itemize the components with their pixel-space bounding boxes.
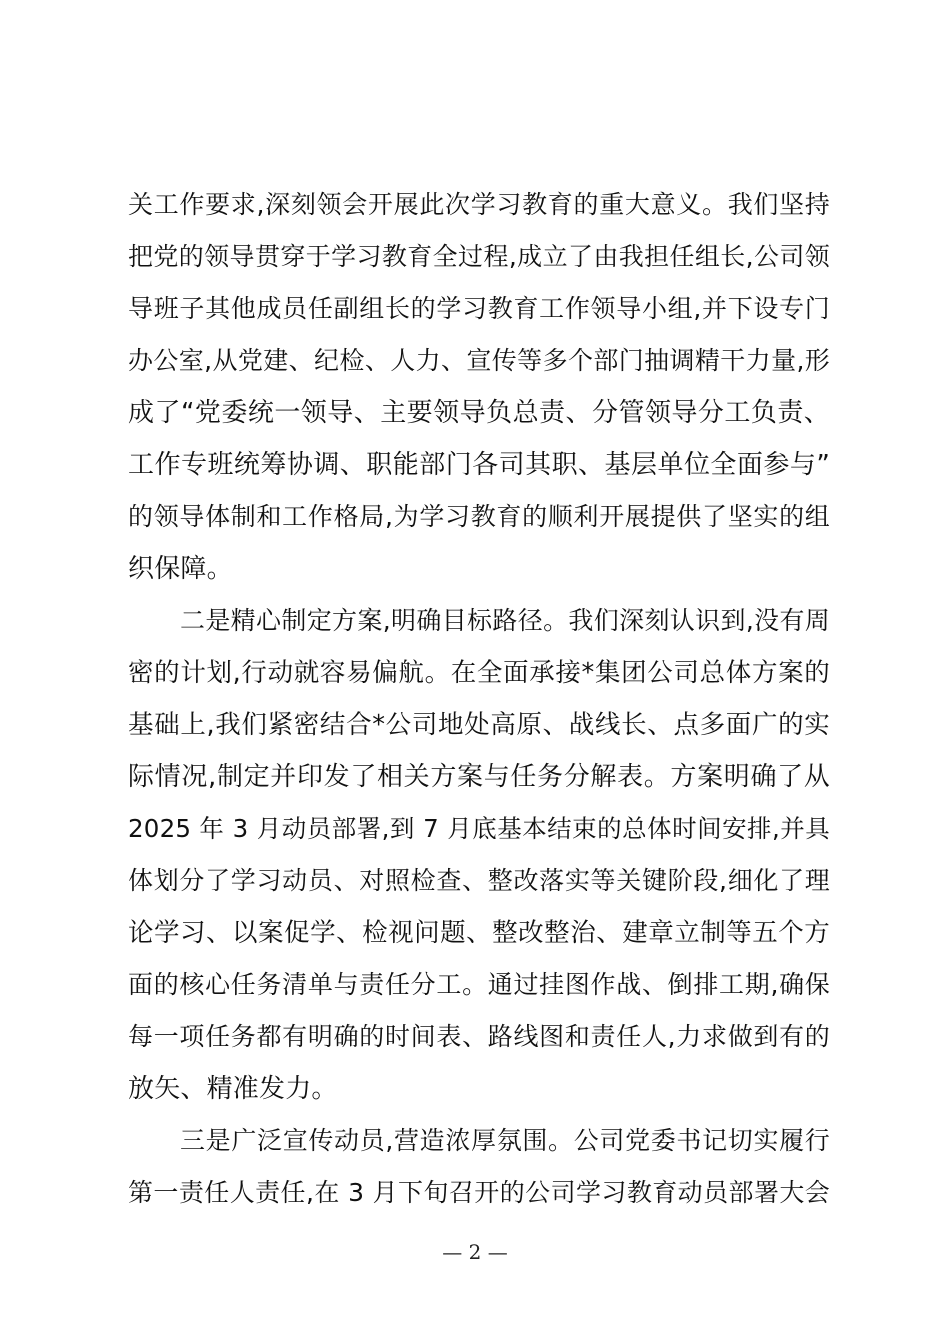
- text-line: 基础上,我们紧密结合*公司地处高原、战线长、点多面广的实: [128, 710, 830, 740]
- text-line: 的领导体制和工作格局,为学习教育的顺利开展提供了坚实的组: [128, 502, 830, 531]
- page-number: — 2 —: [442, 1240, 508, 1264]
- text-line: 论学习、以案促学、检视问题、整改整治、建章立制等五个方: [128, 918, 830, 948]
- text-line: 密的计划,行动就容易偏航。在全面承接*集团公司总体方案的: [128, 658, 830, 688]
- text-line: 三是广泛宣传动员,营造浓厚氛围。公司党委书记切实履行: [180, 1126, 830, 1155]
- text-line: 把党的领导贯穿于学习教育全过程,成立了由我担任组长,公司领: [128, 242, 830, 271]
- text-line: 导班子其他成员任副组长的学习教育工作领导小组,并下设专门: [128, 294, 830, 323]
- body-text: [128, 179, 830, 1219]
- text-line: 体划分了学习动员、对照检查、整改落实等关键阶段,细化了理: [128, 866, 830, 895]
- text-line: 办公室,从党建、纪检、人力、宣传等多个部门抽调精干力量,形: [128, 346, 830, 375]
- text-line: 每一项任务都有明确的时间表、路线图和责任人,力求做到有的: [128, 1022, 830, 1051]
- text-line: 际情况,制定并印发了相关方案与任务分解表。方案明确了从: [128, 762, 830, 792]
- text-line: 关工作要求,深刻领会开展此次学习教育的重大意义。我们坚持: [128, 190, 830, 219]
- text-line: 工作专班统筹协调、职能部门各司其职、基层单位全面参与”: [128, 450, 830, 480]
- text-line: 成了“党委统一领导、主要领导负总责、分管领导分工负责、: [128, 398, 830, 428]
- text-line: 第一责任人责任,在 3 月下旬召开的公司学习教育动员部署大会: [128, 1178, 830, 1207]
- text-line: 二是精心制定方案,明确目标路径。我们深刻认识到,没有周: [180, 606, 830, 635]
- text-line: 放矢、精准发力。: [128, 1074, 338, 1104]
- text-line: 2025 年 3 月动员部署,到 7 月底基本结束的总体时间安排,并具: [128, 814, 830, 843]
- text-line: 面的核心任务清单与责任分工。通过挂图作战、倒排工期,确保: [128, 970, 830, 999]
- text-line: 织保障。: [128, 554, 233, 584]
